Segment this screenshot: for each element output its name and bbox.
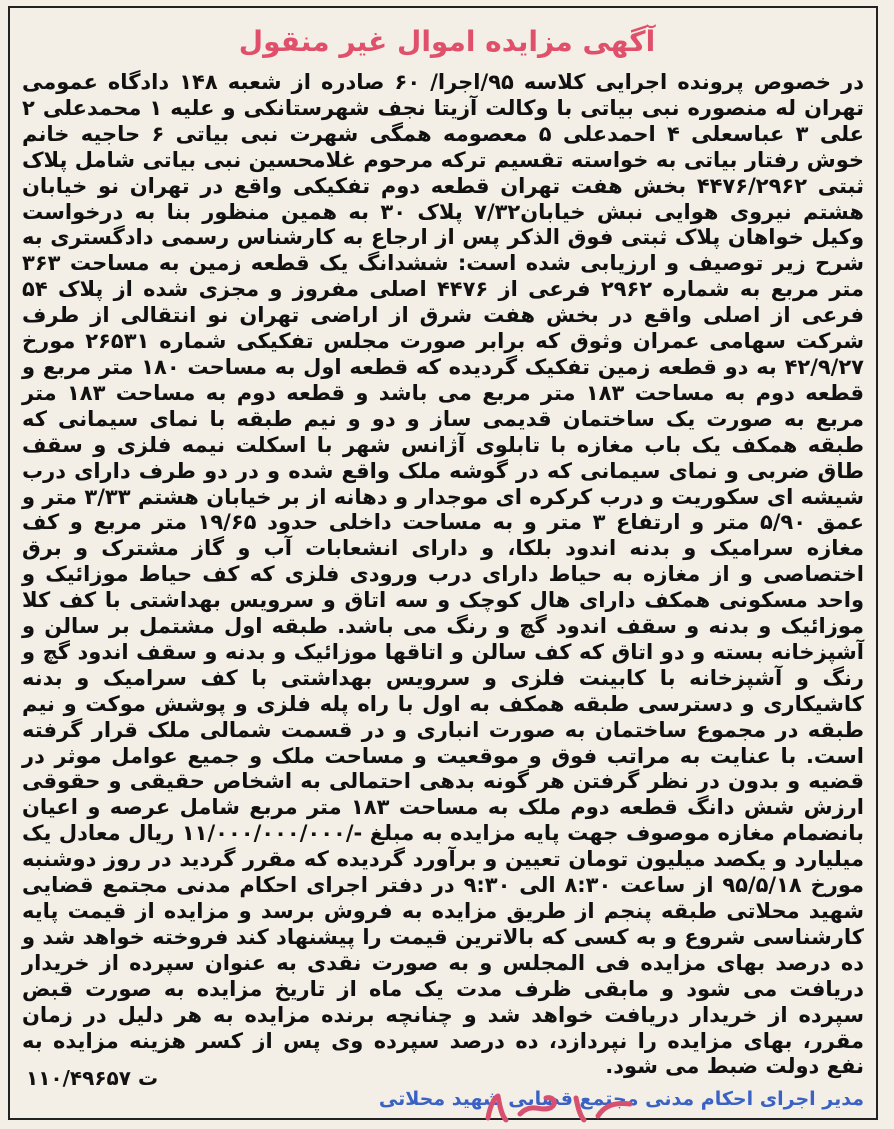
- notice-body: در خصوص پرونده اجرایی کلاسه ۹۵/اجرا/ ۶۰ صادره از شعبه ۱۴۸ دادگاه عمومی تهران له منصوره نبی بیاتی با وکالت آزیتا نجف شهرستانکی و علیه ۱ محمدعلی ۲ علی ۳ عباسعلی ۴ احمدعلی ۵ معصومه همگی شهرت نبی بیاتی ۶ حاجیه خانم خوش رفتار بیاتی به خواسته تقسیم ترکه مرحوم غلامحسین نبی بیاتی شامل پلاک ثبتی ۴۴۷۶/۲۹۶۲ بخش هفت تهران قطعه دوم تفکیکی واقع در تهران نو خیابان هشتم نیروی هوایی نبش خیابان۷/۳۲ پلاک ۳۰ به همین منظور بنا به درخواست وکیل خواهان پلاک ثبتی فوق الذکر پس از ارجاع به کارشناس رسمی دادگستری به شرح زیر توصیف و ارزیابی شده است: ششدانگ یک قطعه زمین به مساحت ۳۶۳ متر مربع به شماره ۲۹۶۲ فرعی از ۴۴۷۶ اصلی مفروز و مجزی شده از پلاک ۵۴ فرعی از اصلی واقع در بخش هفت شرق از اراضی تهران نو انتقالی از طرف شرکت سهامی عمران وثوق که برابر صورت مجلس تفکیکی شماره ۲۶۵۳۱ مورخ ۴۲/۹/۲۷ به دو قطعه زمین تفکیک گردیده که قطعه اول به مساحت ۱۸۰ متر مربع و قطعه دوم به مساحت ۱۸۳ متر مربع می باشد و قطعه دوم به مساحت ۱۸۳ متر مربع به صورت یک ساختمان قدیمی ساز و دو و نیم طبقه با نمای سیمانی که طبقه همکف یک باب مغازه با تابلوی آژانس شهر با اسکلت نیمه فلزی و سقف طاق ضربی و نمای سیمانی که در گوشه ملک واقع شده و در دو طرف دارای درب شیشه ای سکوریت و درب کرکره ای موجدار و دهانه از بر خیابان هشتم ۳/۳۳ متر و عمق ۵/۹۰ متر و ارتفاع ۳ متر و به مساحت داخلی حدود ۱۹/۶۵ متر مربع و کف مغازه سرامیک و بدنه اندود بلکا، و دارای انشعابات آب و گاز مشترک و برق اختصاصی و از مغازه به حیاط دارای درب ورودی فلزی که کف حیاط موزائیک و واحد مسکونی همکف دارای هال کوچک و سه اتاق و سرویس بهداشتی با کف کلا موزائیک و بدنه و سقف اندود گچ و رنگ می باشد. طبقه اول مشتمل بر سالن و آشپزخانه بسته و دو اتاق که کف سالن و اتاقها موزائیک و بدنه و سقف اندود گچ و رنگ و آشپزخانه با کابینت فلزی و سرویس بهداشتی با کف سرامیک و بدنه کاشیکاری و دسترسی طبقه همکف به اول با راه پله فلزی و پوشش موکت و نیم طبقه در مجموع ساختمان به صورت انباری و در قسمت شمالی ملک قرار گرفته است. با عنایت به مراتب فوق و موقعیت و مساحت ملک و جمیع عوامل موثر در قضیه و بدون در نظر گرفتن هر گونه بدهی احتمالی به اشخاص حقیقی و حقوقی ارزش شش دانگ قطعه دوم ملک به مساحت ۱۸۳ متر مربع شامل عرصه و اعیان بانضمام مغازه موصوف جهت پایه مزایده به مبلغ -/۱۱/۰۰۰/۰۰۰/۰۰۰ ریال معادل یک میلیارد و یکصد میلیون تومان تعیین و برآورد گردیده که مقرر گردید در روز دوشنبه مورخ ۹۵/۵/۱۸ از ساعت ۸:۳۰ الی ۹:۳۰ در دفتر اجرای احکام مدنی مجتمع قضایی شهید محلاتی طبقه پنجم از طریق مزایده به فروش برسد و مزایده از قیمت پایه کارشناسی شروع و به کسی که بالاترین قیمت را پیشنهاد کند فروخته خواهد شد و ده درصد بهای مزایده فی المجلس و به صورت نقدی به عنوان سپرده از خریدار دریافت می شود و مابقی ظرف مدت یک ماه از تاریخ مزایده به صورت قبض سپرده از خریدار دریافت خواهد شد و چنانچه برنده مزایده به هر دلیل در زمان مقرر، بهای مزایده را نپردازد، ده درصد سپرده وی پس از کسر هزینه مزایده به نفع دولت ضبط می شود.: [22, 70, 865, 1079]
- signature-title: مدیر اجرای احکام مدنی مجتمع قضایی شهید محلاتی: [378, 1088, 864, 1110]
- handwritten-signature: [480, 1088, 640, 1126]
- notice-code: ۱۱۰/۴۹۶۵۷ ت: [26, 1066, 159, 1090]
- notice-title: آگهی مزایده اموال غیر منقول: [238, 25, 656, 58]
